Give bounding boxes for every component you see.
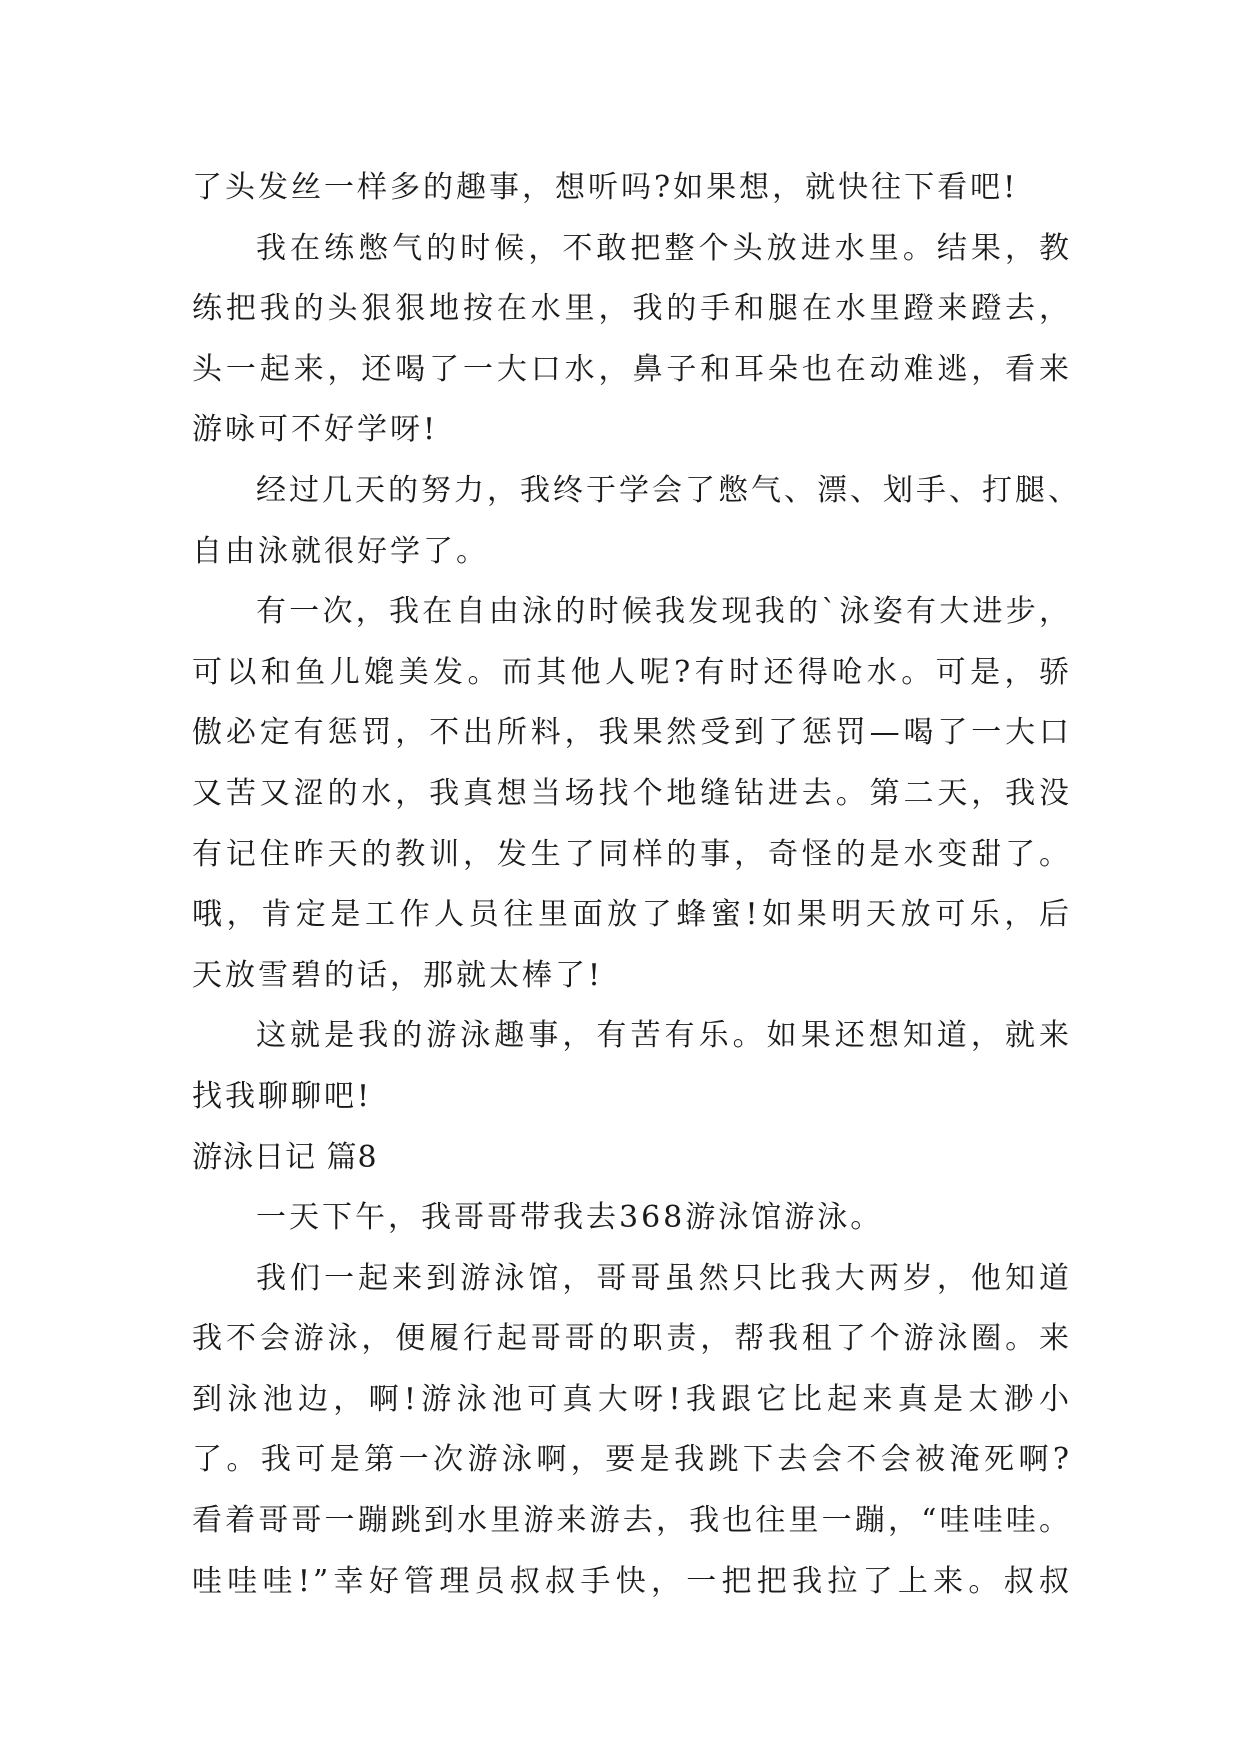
- paragraph-line: 经过几天的努力，我终于学会了憋气、漂、划手、打腿、: [256, 472, 1081, 508]
- paragraph-line: 自由泳就很好学了。: [192, 533, 489, 569]
- paragraph-line: 傲必定有惩罚，不出所料，我果然受到了惩罚—喝了一大口: [192, 715, 1072, 751]
- paragraph-line: 又苦又涩的水，我真想当场找个地缝钻进去。第二天，我没: [192, 775, 1072, 811]
- paragraph-line: 哇哇哇!”幸好管理员叔叔手快，一把把我拉了上来。叔叔: [192, 1563, 1072, 1599]
- section-heading: 游泳日记 篇8: [192, 1139, 378, 1175]
- paragraph-line: 到泳池边，啊!游泳池可真大呀!我跟它比起来真是太渺小: [192, 1381, 1072, 1417]
- paragraph-line: 找我聊聊吧!: [192, 1078, 373, 1114]
- paragraph-line: 游咏可不好学呀!: [192, 412, 439, 448]
- paragraph-line: 我在练憋气的时候，不敢把整个头放进水里。结果，教: [256, 230, 1072, 266]
- paragraph-line: 哦，肯定是工作人员往里面放了蜂蜜!如果明天放可乐，后: [192, 897, 1072, 933]
- paragraph-line: 了。我可是第一次游泳啊，要是我跳下去会不会被淹死啊?: [192, 1442, 1072, 1478]
- paragraph-line: 了头发丝一样多的趣事，想听吗?如果想，就快往下看吧!: [192, 170, 1019, 205]
- paragraph-line: 这就是我的游泳趣事，有苦有乐。如果还想知道，就来: [256, 1018, 1072, 1054]
- paragraph-line: 我不会游泳，便履行起哥哥的职责，帮我租了个游泳圈。来: [192, 1321, 1072, 1357]
- paragraph-line: 可以和鱼儿媲美发。而其他人呢?有时还得呛水。可是，骄: [192, 654, 1072, 690]
- paragraph-line: 练把我的头狠狠地按在水里，我的手和腿在水里蹬来蹬去，: [192, 291, 1072, 327]
- document-body: [192, 158, 1081, 1612]
- paragraph-line: 我们一起来到游泳馆，哥哥虽然只比我大两岁，他知道: [256, 1260, 1072, 1296]
- paragraph-line: 看着哥哥一蹦跳到水里游来游去，我也往里一蹦，“哇哇哇。: [192, 1503, 1072, 1539]
- paragraph-line: 一天下午，我哥哥带我去368游泳馆游泳。: [256, 1200, 884, 1236]
- paragraph-line: 天放雪碧的话，那就太棒了!: [192, 957, 604, 993]
- paragraph-line: 有一次，我在自由泳的时候我发现我的`泳姿有大进步，: [256, 594, 1072, 630]
- paragraph-line: 有记住昨天的教训，发生了同样的事，奇怪的是水变甜了。: [192, 836, 1072, 872]
- paragraph-line: 头一起来，还喝了一大口水，鼻子和耳朵也在动难逃，看来: [192, 351, 1072, 387]
